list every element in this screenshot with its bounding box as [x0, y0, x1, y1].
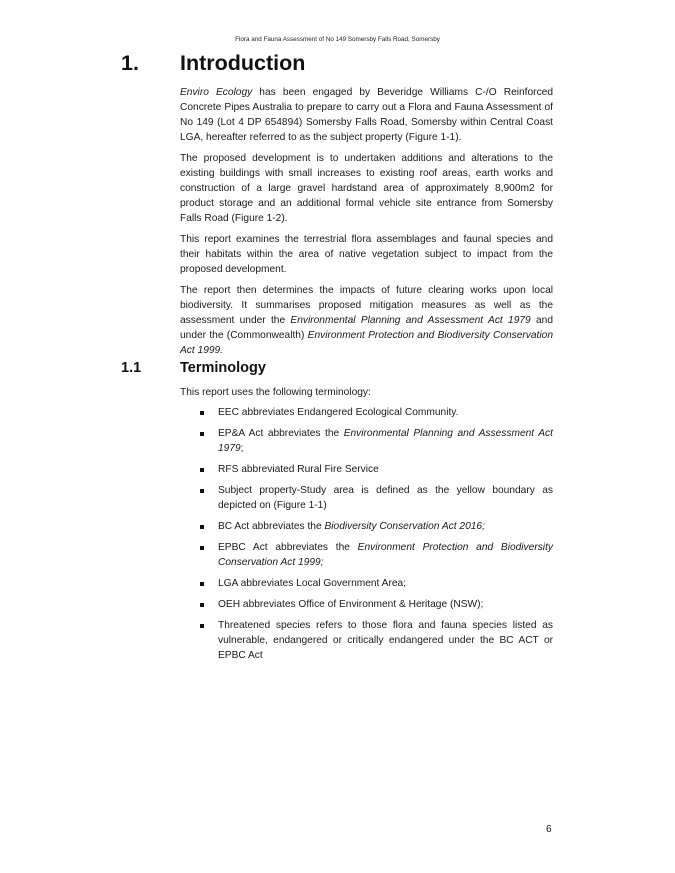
subsection-heading-terminology	[121, 360, 561, 382]
list-item	[180, 597, 553, 612]
list-item	[180, 483, 553, 513]
square-bullet-icon	[200, 525, 204, 529]
text-run: BC Act abbreviates the	[218, 521, 325, 532]
list-item	[180, 618, 553, 663]
text-run: ;	[240, 443, 244, 454]
text-run: Subject property-Study area is defined as the yellow boundary as depicted on (Figure 1-1)	[218, 485, 553, 511]
italic-text-run: Biodiversity Conservation Act 2016;	[324, 521, 485, 532]
section-heading-introduction	[121, 51, 561, 81]
terminology-list	[180, 405, 553, 669]
italic-text-run: Enviro Ecology	[180, 87, 253, 98]
list-item	[180, 576, 553, 591]
square-bullet-icon	[200, 582, 204, 586]
list-item	[180, 519, 553, 534]
square-bullet-icon	[200, 603, 204, 607]
square-bullet-icon	[200, 468, 204, 472]
text-run: has been engaged by Beveridge Williams C-/O Reinforced Concrete Pipes Australia to prepare to carry out a Flora and Fauna Assessment of No 149 (Lot 4 DP 654894) Somersby Falls Road, Somersby within Central Coast LGA, hereafter referred to as the subject property (Figure 1-1).	[180, 87, 553, 143]
text-run: EPBC Act abbreviates the	[218, 542, 358, 553]
text-run: EEC abbreviates Endangered Ecological Community.	[218, 407, 459, 418]
square-bullet-icon	[200, 624, 204, 628]
page-number: 6	[546, 824, 552, 835]
text-run: and under the (Commonwealth)	[180, 315, 553, 341]
italic-text-run: Environment Protection and Biodiversity Conservation Act 1999.	[180, 330, 553, 356]
text-run: OEH abbreviates Office of Environment & Heritage (NSW);	[218, 599, 484, 610]
subsection-title: Terminology	[180, 360, 266, 376]
paragraph	[180, 283, 553, 358]
square-bullet-icon	[200, 432, 204, 436]
list-item	[180, 426, 553, 456]
running-header: Flora and Fauna Assessment of No 149 Somersby Falls Road, Somersby	[235, 36, 440, 43]
text-run: LGA abbreviates Local Government Area;	[218, 578, 407, 589]
paragraph	[180, 85, 553, 145]
introduction-body	[180, 85, 553, 364]
italic-text-run: Environment Protection and Biodiversity Conservation Act 1999;	[218, 542, 553, 568]
section-number: 1.	[121, 51, 139, 75]
square-bullet-icon	[200, 411, 204, 415]
terminology-intro: This report uses the following terminology:	[180, 387, 371, 398]
list-item	[180, 540, 553, 570]
subsection-number: 1.1	[121, 360, 142, 376]
text-run: The report then determines the impacts of future clearing works upon local biodiversity. It summarises proposed mitigation measures as well as the assessment under the	[180, 285, 553, 326]
text-run: Threatened species refers to those flora and fauna species listed as vulnerable, endangered or critically endangered under the BC ACT or EPBC Act	[218, 620, 553, 661]
text-run: This report examines the terrestrial flora assemblages and faunal species and their habitats within the area of native vegetation subject to impact from the proposed development.	[180, 234, 553, 275]
text-run: The proposed development is to undertaken additions and alterations to the existing buildings with small increases to existing roof areas, earth works and construction of a large gravel hardstand area of approximately 8,900m2 for product storage and an additional formal vehicle site entrance from Somersby Falls Road (Figure 1-2).	[180, 153, 553, 224]
list-item	[180, 462, 553, 477]
text-run: EP&A Act abbreviates the	[218, 428, 344, 439]
text-run: RFS abbreviated Rural Fire Service	[218, 464, 379, 475]
square-bullet-icon	[200, 489, 204, 493]
paragraph	[180, 151, 553, 226]
italic-text-run: Environmental Planning and Assessment Act 1979	[290, 315, 531, 326]
paragraph	[180, 232, 553, 277]
section-title: Introduction	[180, 51, 306, 75]
list-item	[180, 405, 553, 420]
square-bullet-icon	[200, 546, 204, 550]
italic-text-run: Environmental Planning and Assessment Act 1979	[218, 428, 553, 454]
